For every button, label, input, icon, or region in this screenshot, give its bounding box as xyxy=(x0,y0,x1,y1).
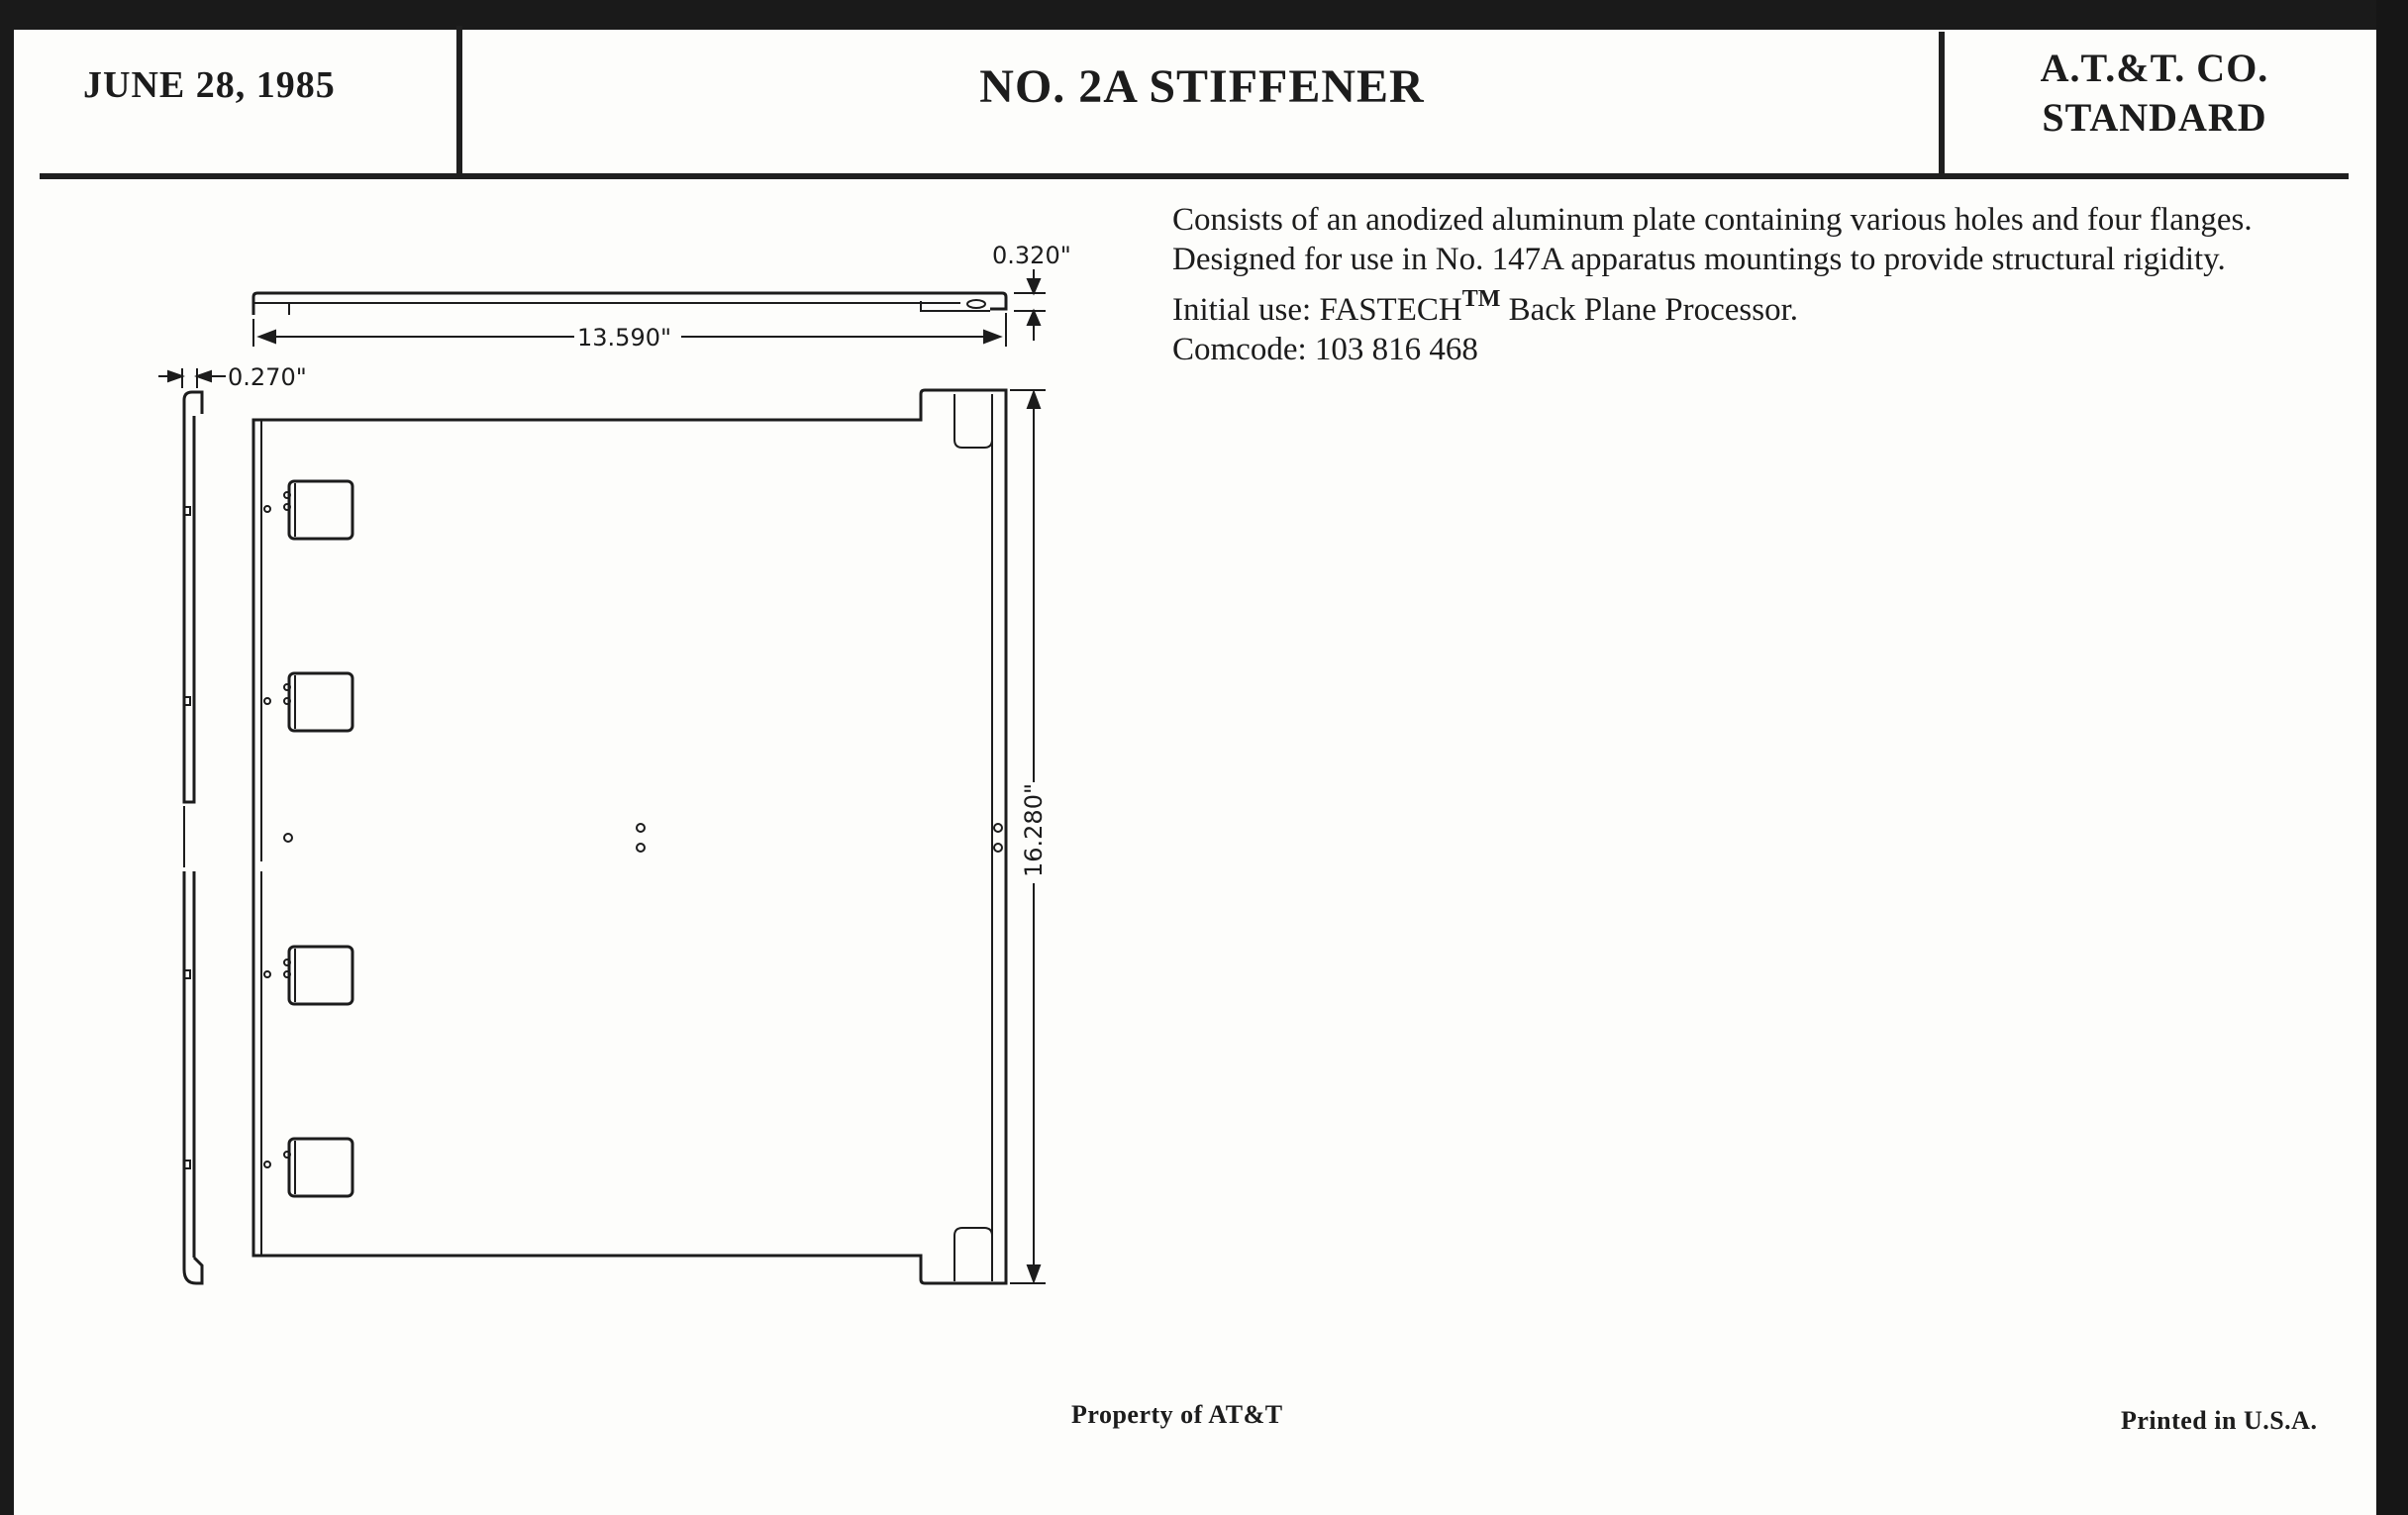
initial-use-suffix: Back Plane Processor. xyxy=(1500,292,1798,328)
plate-front-view xyxy=(253,390,1006,1283)
dimension-length-label: 13.590" xyxy=(577,324,672,352)
header-standard-line1: A.T.&T. CO. xyxy=(2040,46,2269,90)
description-line-comcode: Comcode: 103 816 468 xyxy=(1172,332,1478,367)
dimension-height-label: 16.280" xyxy=(1020,782,1048,877)
top-edge-view xyxy=(253,293,1006,315)
trademark-mark: TM xyxy=(1461,286,1501,312)
dimension-flange-height-label: 0.320" xyxy=(992,242,1071,269)
footer-printed: Printed in U.S.A. xyxy=(2121,1406,2318,1435)
header-title: NO. 2A STIFFENER xyxy=(979,60,1425,113)
dimension-side-flange xyxy=(158,368,226,388)
side-edge-view xyxy=(184,392,202,1283)
header-date: JUNE 28, 1985 xyxy=(83,64,336,106)
dimension-flange-height xyxy=(1014,269,1046,341)
footer-property: Property of AT&T xyxy=(1071,1400,1283,1429)
initial-use-prefix: Initial use: FASTECH xyxy=(1172,292,1462,328)
header-standard-line2: STANDARD xyxy=(2042,95,2267,140)
dimension-side-flange-label: 0.270" xyxy=(228,363,307,391)
description-line-usage: Designed for use in No. 147A apparatus mountings to provide structural rigidity. xyxy=(1172,242,2226,277)
description-line-construction: Consists of an anodized aluminum plate containing various holes and four flanges. xyxy=(1172,202,2253,238)
